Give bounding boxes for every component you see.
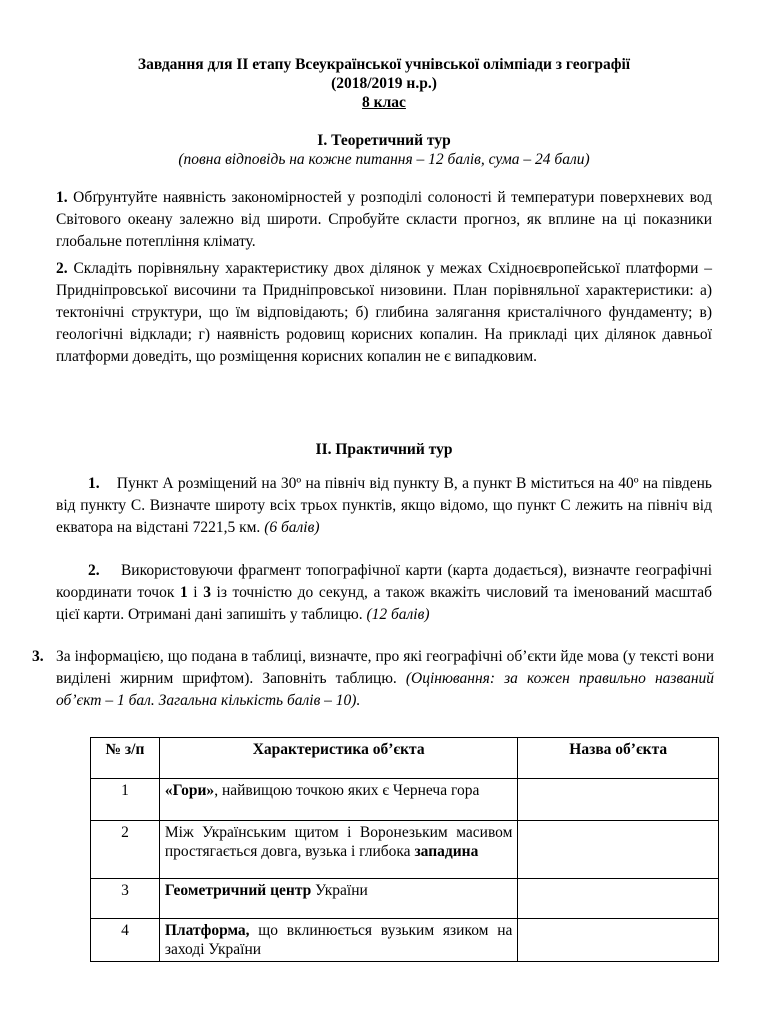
practice-title: ІІ. Практичний тур xyxy=(315,441,453,458)
answer-cell[interactable] xyxy=(518,779,719,821)
point-1: 1 xyxy=(179,584,188,601)
doc-title: Завдання для ІІ етапу Всеукраїнської учнівської олімпіади з географії xyxy=(137,56,631,73)
bold-term: «Гори» xyxy=(164,782,215,799)
question-number: 1. xyxy=(88,475,100,492)
bold-term: Платформа, xyxy=(164,922,250,939)
table-row xyxy=(91,879,719,919)
question-number: 2. xyxy=(88,562,100,579)
header-object-name: Назва об’єкта xyxy=(518,738,719,779)
theory-title: І. Теоретичний тур xyxy=(317,132,451,149)
question-text: За інформацією, що подана в таблиці, визначте, про які географічні об’єкти йде мова (у тексті вони виділені жирним шрифтом). Заповніть таблицю. xyxy=(56,648,714,687)
practice-question-3 xyxy=(32,646,714,712)
row-characteristic xyxy=(159,919,518,962)
table-row xyxy=(91,821,719,879)
row-characteristic xyxy=(159,821,518,879)
theory-question-2 xyxy=(56,258,712,368)
theory-question-1 xyxy=(56,187,712,253)
question-number: 2. xyxy=(56,260,68,277)
row-number: 4 xyxy=(91,919,160,962)
grade-label: 8 клас xyxy=(362,94,406,111)
question-number: 1. xyxy=(56,189,68,206)
row-number: 1 xyxy=(91,779,160,821)
row-text: що вклинюється вузьким язиком на заході України xyxy=(164,922,513,958)
table-row xyxy=(91,779,719,821)
header-characteristic: Характеристика об’єкта xyxy=(159,738,518,779)
question-points: (6 балів) xyxy=(264,519,320,536)
row-text: , найвищою точкою яких є Чернеча гора xyxy=(214,782,480,799)
bold-term: Геометричний центр xyxy=(164,882,312,899)
theory-subtitle: (повна відповідь на кожне питання – 12 балів, сума – 24 бали) xyxy=(178,151,590,168)
point-3: 3 xyxy=(203,584,211,601)
table-header-row xyxy=(91,738,719,779)
question-points: (12 балів) xyxy=(366,606,430,623)
answer-cell[interactable] xyxy=(518,879,719,919)
school-year: (2018/2019 н.р.) xyxy=(331,75,437,92)
practice-question-2 xyxy=(56,560,712,626)
practice-question-1 xyxy=(56,473,712,539)
objects-table xyxy=(90,737,719,962)
question-text: Використовуючи фрагмент топографічної карти (карта додається), визначте географічні координати точок xyxy=(56,562,713,601)
row-characteristic xyxy=(159,779,518,821)
conjunction: і xyxy=(193,584,198,601)
question-text: Пункт А розміщений на 30º на північ від пункту В, а пункт В міститься на 40º на південь від пункту С. Визначте широту всіх трьох пунктів, якщо відомо, що пункт С лежить на північ від екватора на відстані 7221,5 км. xyxy=(56,475,712,536)
row-characteristic xyxy=(159,879,518,919)
row-number: 2 xyxy=(91,821,160,879)
answer-cell[interactable] xyxy=(518,919,719,962)
question-text: Обґрунтуйте наявність закономірностей у розподілі солоності й температури поверхневих вод Світового океану залежно від широти. Спробуйте скласти прогноз, як вплине на ці показники глобальне потепління клімату. xyxy=(56,189,713,250)
question-number: 3. xyxy=(32,648,44,665)
question-text: Складіть порівняльну характеристику двох ділянок у межах Східноєвропейської платформи – Придніпровської височини та Придніпровської низовини. План порівняльної характеристики: а) тектонічні структури, що їм відповідають; б) глибина залягання кристалічного фундаменту; в) геологічні відклади; г) наявність родовищ корисних копалин. На прикладі цих ділянок давньої платформи доведіть, що розміщення корисних копалин не є випадковим. xyxy=(56,260,713,365)
question-points: (Оцінювання: за кожен правильно названий об’єкт – 1 бал. Загальна кількість балів – 10). xyxy=(56,670,715,709)
row-text: України xyxy=(311,882,368,899)
header-number: № з/п xyxy=(91,738,160,779)
row-text: Між Українським щитом і Воронезьким масивом простягається довга, вузька і глибока xyxy=(164,824,513,860)
grade-line xyxy=(0,93,768,112)
bold-term: западина xyxy=(414,843,479,860)
answer-cell[interactable] xyxy=(518,821,719,879)
row-number: 3 xyxy=(91,879,160,919)
question-text-cont: із точністю до секунд, а також вкажіть числовий та іменований масштаб цієї карти. Отримані дані запишіть у таблицю. xyxy=(56,584,713,623)
table-row xyxy=(91,919,719,962)
